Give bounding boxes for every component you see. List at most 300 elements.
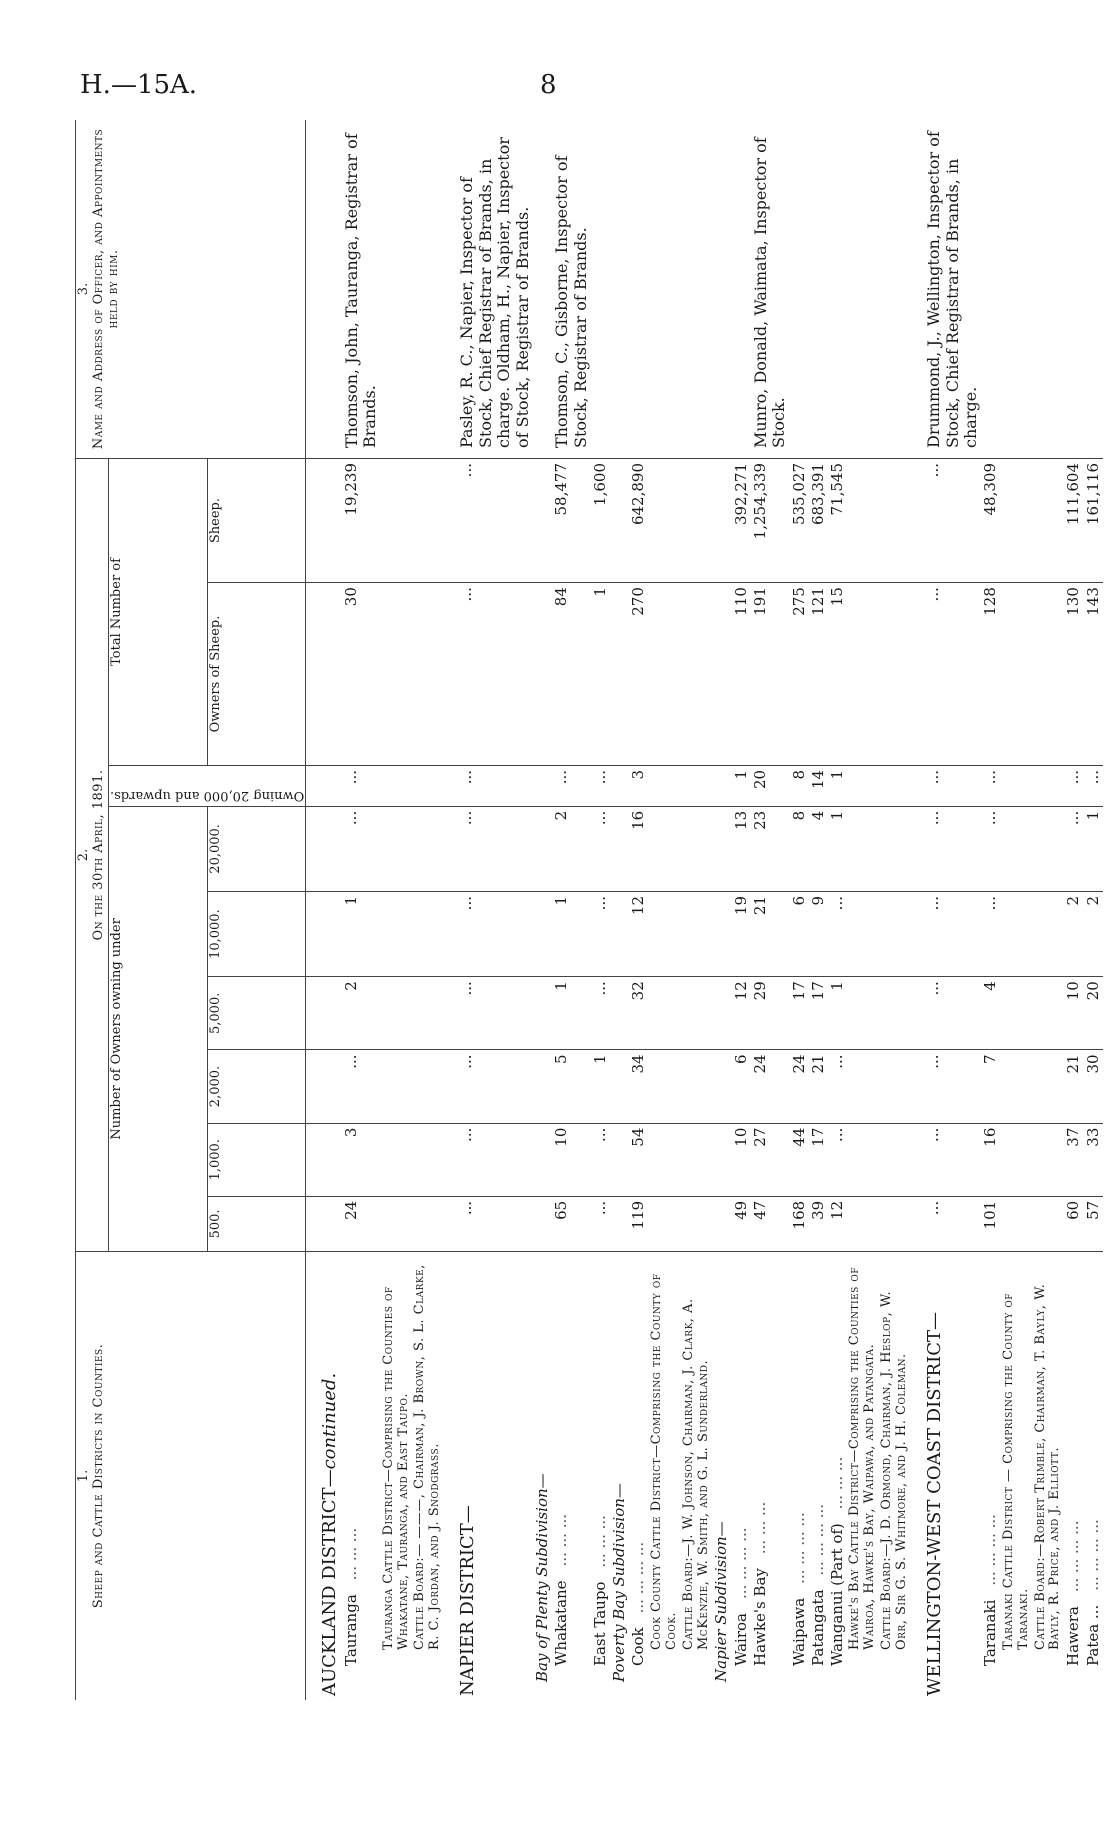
- sheep-cell: 161,116: [1084, 459, 1103, 583]
- c5000-cell: ...: [911, 977, 981, 1050]
- c1000-cell: [681, 1123, 713, 1196]
- owners-cell: 84: [552, 583, 591, 766]
- bracket-header: 500.: [207, 1196, 306, 1251]
- sheep-cell: 642,890: [629, 459, 648, 583]
- officer-cell: Munro, Donald, Waimata, Inspector of Stock.: [751, 120, 790, 459]
- owners-cell: 110: [732, 583, 751, 766]
- sheep-cell: [306, 459, 342, 583]
- row-label-cell: [1064, 1252, 1083, 1701]
- over-cell: 8: [790, 765, 809, 806]
- sheep-cell: [712, 459, 731, 583]
- table-row: [533, 120, 552, 1700]
- table-row: [712, 120, 731, 1700]
- c10000-cell: [381, 892, 413, 977]
- c500-cell: 49: [732, 1196, 751, 1251]
- c5000-cell: [712, 977, 731, 1050]
- owners-cell: [381, 583, 413, 766]
- over-cell: [879, 765, 911, 806]
- c20000-cell: 4: [809, 806, 828, 891]
- sub-label: Poverty Bay Subdivision—: [610, 1483, 629, 1682]
- c5000-cell: [1033, 977, 1065, 1050]
- leader-dots: ... ... ... ...: [789, 1512, 808, 1584]
- c500-cell: [1001, 1196, 1033, 1251]
- c500-cell: [712, 1196, 731, 1251]
- officer-cell: Thomson, C., Gisborne, Inspector of Stock, Registrar of Brands.: [552, 120, 591, 459]
- c500-cell: [1033, 1196, 1065, 1251]
- c5000-cell: ...: [444, 977, 533, 1050]
- c10000-cell: ...: [591, 892, 610, 977]
- c20000-cell: [681, 806, 713, 891]
- c20000-cell: [712, 806, 731, 891]
- officer-cell: [1084, 120, 1103, 459]
- c500-cell: ...: [911, 1196, 981, 1251]
- over-cell: ...: [911, 765, 981, 806]
- over-cell: [381, 765, 413, 806]
- c2000-cell: 5: [552, 1050, 591, 1123]
- over-cell: [1033, 765, 1065, 806]
- over-cell: ...: [981, 765, 1000, 806]
- c20000-cell: 8: [790, 806, 809, 891]
- c500-cell: 101: [981, 1196, 1000, 1251]
- owners-cell: [681, 583, 713, 766]
- sheep-cell: 392,271: [732, 459, 751, 583]
- owners-under-header: Number of Owners owning under: [108, 806, 207, 1251]
- c1000-cell: 3: [342, 1123, 381, 1196]
- c2000-cell: [1033, 1050, 1065, 1123]
- table-row: [732, 120, 751, 1700]
- county-label: Hawke's Bay: [750, 1568, 769, 1666]
- c1000-cell: 16: [981, 1123, 1000, 1196]
- c1000-cell: 54: [629, 1123, 648, 1196]
- c5000-cell: 10: [1064, 977, 1083, 1050]
- c2000-cell: 24: [751, 1050, 790, 1123]
- c5000-cell: [879, 977, 911, 1050]
- c500-cell: 65: [552, 1196, 591, 1251]
- table-row: [809, 120, 828, 1700]
- bracket-header: 5,000.: [207, 977, 306, 1050]
- row-label-cell: [1001, 1252, 1033, 1701]
- officer-cell: Drummond, J., Wellington, Inspector of Stock, Chief Registrar of Brands, in charge.: [911, 120, 981, 459]
- c5000-cell: [610, 977, 629, 1050]
- c5000-cell: [847, 977, 879, 1050]
- over-cell: [847, 765, 879, 806]
- c10000-cell: [1033, 892, 1065, 977]
- col3-number: 3.: [76, 282, 91, 296]
- sheep-cell: 58,477: [552, 459, 591, 583]
- owners-cell: 143: [1084, 583, 1103, 766]
- c2000-cell: 24: [790, 1050, 809, 1123]
- c10000-cell: 1: [342, 892, 381, 977]
- c1000-cell: 17: [809, 1123, 828, 1196]
- over-cell: 14: [809, 765, 828, 806]
- table-row: [790, 120, 809, 1700]
- row-label-cell: [1084, 1252, 1103, 1701]
- c20000-cell: 2: [552, 806, 591, 891]
- c5000-cell: 2: [342, 977, 381, 1050]
- over-header: [108, 765, 305, 806]
- col2-header: [76, 459, 109, 1252]
- officer-cell: [649, 120, 681, 459]
- sheep-cell: [879, 459, 911, 583]
- c500-cell: 12: [828, 1196, 847, 1251]
- county-label: Cook: [629, 1627, 648, 1666]
- c10000-cell: 2: [1084, 892, 1103, 977]
- c1000-cell: [847, 1123, 879, 1196]
- county-label: Tauranga: [341, 1594, 360, 1666]
- over-cell: [649, 765, 681, 806]
- officer-cell: [732, 120, 751, 459]
- c10000-cell: 1: [552, 892, 591, 977]
- county-label: Taranaki: [981, 1599, 1000, 1666]
- row-label-cell: [649, 1252, 681, 1701]
- row-label-cell: [712, 1252, 731, 1701]
- table-row: [828, 120, 847, 1700]
- table-row: [552, 120, 591, 1700]
- owners-cell: ...: [911, 583, 981, 766]
- sheep-header: Sheep.: [207, 459, 306, 583]
- c10000-cell: [412, 892, 444, 977]
- officer-cell: [412, 120, 444, 459]
- c5000-cell: 32: [629, 977, 648, 1050]
- c20000-cell: [879, 806, 911, 891]
- table-row: [847, 120, 879, 1700]
- county-label: Wanganui (Part of): [828, 1523, 847, 1666]
- c5000-cell: [533, 977, 552, 1050]
- row-label-cell: [412, 1252, 444, 1701]
- c1000-cell: [412, 1123, 444, 1196]
- table-row: [342, 120, 381, 1700]
- board-label: Cattle Board:—J. W. Johnson, Chairman, J. Clark, A. McKenzie, W. Smith, and G. L. Sunderland.: [680, 1298, 711, 1650]
- c2000-cell: 21: [1064, 1050, 1083, 1123]
- c2000-cell: 7: [981, 1050, 1000, 1123]
- row-label-cell: [444, 1252, 533, 1701]
- c2000-cell: 34: [629, 1050, 648, 1123]
- c2000-cell: 21: [809, 1050, 828, 1123]
- c20000-cell: [1033, 806, 1065, 891]
- sheep-cell: [681, 459, 713, 583]
- c10000-cell: 2: [1064, 892, 1083, 977]
- table-row: [879, 120, 911, 1700]
- officer-cell: [790, 120, 809, 459]
- owners-cell: [533, 583, 552, 766]
- table-row: [591, 120, 610, 1700]
- row-label-cell: [381, 1252, 413, 1701]
- leader-dots: ... ... ...: [552, 1513, 571, 1567]
- row-label-cell: [828, 1252, 847, 1701]
- row-label-cell: [879, 1252, 911, 1701]
- c20000-cell: [1001, 806, 1033, 891]
- c10000-cell: [1001, 892, 1033, 977]
- table-row: [649, 120, 681, 1700]
- sheep-cell: [1033, 459, 1065, 583]
- c5000-cell: 17: [790, 977, 809, 1050]
- owners-cell: 275: [790, 583, 809, 766]
- county-label: Patea ...: [1083, 1604, 1102, 1666]
- c5000-cell: 12: [732, 977, 751, 1050]
- c500-cell: 47: [751, 1196, 790, 1251]
- leader-dots: ... ... ... ...: [808, 1503, 827, 1576]
- c20000-cell: ...: [911, 806, 981, 891]
- c1000-cell: [533, 1123, 552, 1196]
- c2000-cell: [533, 1050, 552, 1123]
- c500-cell: [306, 1196, 342, 1251]
- c5000-cell: [412, 977, 444, 1050]
- c1000-cell: [879, 1123, 911, 1196]
- row-label-cell: [790, 1252, 809, 1701]
- board-label: Cook County Cattle District—Comprising the County of Cook.: [648, 1273, 679, 1650]
- c1000-cell: ...: [444, 1123, 533, 1196]
- owners-cell: [1033, 583, 1065, 766]
- over-cell: [610, 765, 629, 806]
- officer-cell: [1064, 120, 1083, 459]
- table-row: [981, 120, 1000, 1700]
- over-cell: [712, 765, 731, 806]
- over-cell: 20: [751, 765, 790, 806]
- county-label: Wairoa: [731, 1613, 750, 1666]
- officer-cell: [1001, 120, 1033, 459]
- row-label-cell: [610, 1252, 629, 1701]
- c5000-cell: 20: [1084, 977, 1103, 1050]
- table-row: [1064, 120, 1083, 1700]
- col1-title: Sheep and Cattle Districts in Counties.: [90, 1343, 106, 1609]
- row-label-cell: [533, 1252, 552, 1701]
- officer-cell: [629, 120, 648, 459]
- owners-cell: [306, 583, 342, 766]
- c500-cell: 39: [809, 1196, 828, 1251]
- stock-table: [75, 120, 1103, 1700]
- c500-cell: [649, 1196, 681, 1251]
- row-label-cell: [1033, 1252, 1065, 1701]
- bracket-header: 20,000.: [207, 806, 306, 891]
- over-cell: [533, 765, 552, 806]
- c500-cell: [381, 1196, 413, 1251]
- leader-dots: ... ... ...: [590, 1515, 609, 1568]
- row-label-cell: [552, 1252, 591, 1701]
- c20000-cell: [847, 806, 879, 891]
- officer-cell: [1033, 120, 1065, 459]
- table-row: [444, 120, 533, 1700]
- col2-title: On the 30th April, 1891.: [90, 769, 106, 941]
- c20000-cell: ...: [591, 806, 610, 891]
- c20000-cell: [533, 806, 552, 891]
- over-cell: ...: [552, 765, 591, 806]
- table-body: [306, 120, 1103, 1700]
- county-label: Patangata: [808, 1589, 827, 1666]
- c2000-cell: 6: [732, 1050, 751, 1123]
- c10000-cell: [649, 892, 681, 977]
- officer-cell: [981, 120, 1000, 459]
- col3-title: Name and Address of Officer, and Appointments held by him.: [90, 128, 121, 450]
- row-label-cell: [591, 1252, 610, 1701]
- leader-dots: ... ... ... ...: [1083, 1519, 1102, 1591]
- owners-cell: [847, 583, 879, 766]
- c20000-cell: [610, 806, 629, 891]
- c2000-cell: [879, 1050, 911, 1123]
- officer-cell: [681, 120, 713, 459]
- bracket-header: 2,000.: [207, 1050, 306, 1123]
- sheep-cell: 48,309: [981, 459, 1000, 583]
- officer-cell: [591, 120, 610, 459]
- over-cell: ...: [591, 765, 610, 806]
- district-label: AUCKLAND DISTRICT—: [319, 1469, 341, 1696]
- c500-cell: [847, 1196, 879, 1251]
- officer-cell: [533, 120, 552, 459]
- county-label: Whakatane: [552, 1580, 571, 1666]
- c20000-cell: [381, 806, 413, 891]
- c5000-cell: 1: [828, 977, 847, 1050]
- sheep-cell: [847, 459, 879, 583]
- table-row: [1001, 120, 1033, 1700]
- c10000-cell: 6: [790, 892, 809, 977]
- owners-cell: 191: [751, 583, 790, 766]
- sheep-cell: ...: [444, 459, 533, 583]
- c1000-cell: 37: [1064, 1123, 1083, 1196]
- officer-cell: [879, 120, 911, 459]
- officer-cell: [809, 120, 828, 459]
- sheep-cell: [649, 459, 681, 583]
- c500-cell: [879, 1196, 911, 1251]
- officer-cell: [381, 120, 413, 459]
- c1000-cell: 10: [552, 1123, 591, 1196]
- sheep-cell: 1,600: [591, 459, 610, 583]
- c10000-cell: ...: [828, 892, 847, 977]
- c20000-cell: 1: [828, 806, 847, 891]
- owners-cell: ...: [444, 583, 533, 766]
- c10000-cell: [879, 892, 911, 977]
- c500-cell: ...: [444, 1196, 533, 1251]
- c2000-cell: 1: [591, 1050, 610, 1123]
- c1000-cell: [306, 1123, 342, 1196]
- c500-cell: 57: [1084, 1196, 1103, 1251]
- table-row: [681, 120, 713, 1700]
- c2000-cell: ...: [828, 1050, 847, 1123]
- c20000-cell: 16: [629, 806, 648, 891]
- c500-cell: [610, 1196, 629, 1251]
- owners-cell: [712, 583, 731, 766]
- c5000-cell: [681, 977, 713, 1050]
- row-label-cell: [751, 1252, 790, 1701]
- over-cell: [412, 765, 444, 806]
- officer-cell: [306, 120, 342, 459]
- c1000-cell: [381, 1123, 413, 1196]
- col3-header: [76, 120, 306, 459]
- c500-cell: 24: [342, 1196, 381, 1251]
- c2000-cell: ...: [342, 1050, 381, 1123]
- officer-cell: Thomson, John, Tauranga, Registrar of Brands.: [342, 120, 381, 459]
- owners-cell: 130: [1064, 583, 1083, 766]
- c2000-cell: [847, 1050, 879, 1123]
- c2000-cell: [681, 1050, 713, 1123]
- sub-label: Napier Subdivision—: [712, 1521, 731, 1682]
- leader-dots: ... ... ...: [750, 1501, 769, 1555]
- sheep-cell: [412, 459, 444, 583]
- c500-cell: 168: [790, 1196, 809, 1251]
- c10000-cell: 9: [809, 892, 828, 977]
- c2000-cell: [1001, 1050, 1033, 1123]
- c2000-cell: [306, 1050, 342, 1123]
- district-label: NAPIER DISTRICT—: [457, 1505, 479, 1696]
- table-row: [1033, 120, 1065, 1700]
- c1000-cell: [1033, 1123, 1065, 1196]
- over-cell: 1: [732, 765, 751, 806]
- c10000-cell: ...: [981, 892, 1000, 977]
- owners-cell: 30: [342, 583, 381, 766]
- c20000-cell: 13: [732, 806, 751, 891]
- owners-cell: 15: [828, 583, 847, 766]
- sub-label: Bay of Plenty Subdivision—: [532, 1473, 551, 1682]
- sheep-cell: 683,391: [809, 459, 828, 583]
- officer-cell: [847, 120, 879, 459]
- c500-cell: 119: [629, 1196, 648, 1251]
- county-label: Hawera: [1064, 1606, 1083, 1666]
- c1000-cell: [610, 1123, 629, 1196]
- over-cell: ...: [342, 765, 381, 806]
- leader-dots: ... ... ... ...: [1064, 1520, 1083, 1593]
- c20000-cell: 23: [751, 806, 790, 891]
- sheep-cell: 1,254,339: [751, 459, 790, 583]
- leader-dots: ... ... ... ...: [629, 1541, 648, 1614]
- officer-cell: [712, 120, 731, 459]
- owners-cell: [649, 583, 681, 766]
- table-row: [629, 120, 648, 1700]
- owners-cell: 121: [809, 583, 828, 766]
- c5000-cell: [306, 977, 342, 1050]
- c2000-cell: [381, 1050, 413, 1123]
- c10000-cell: [306, 892, 342, 977]
- c1000-cell: 27: [751, 1123, 790, 1196]
- c1000-cell: [649, 1123, 681, 1196]
- col2-number: 2.: [76, 848, 91, 862]
- leader-dots: ... ... ...: [828, 1456, 847, 1510]
- c2000-cell: 30: [1084, 1050, 1103, 1123]
- owners-cell: [610, 583, 629, 766]
- owners-cell: [1001, 583, 1033, 766]
- over-cell: [1001, 765, 1033, 806]
- page-number: 8: [540, 70, 557, 100]
- owners-cell: 128: [981, 583, 1000, 766]
- owners-cell: 270: [629, 583, 648, 766]
- county-label: East Taupo: [590, 1581, 609, 1666]
- table-row: [610, 120, 629, 1700]
- board-label: Taranaki Cattle District — Comprising the County of Taranaki.: [1000, 1292, 1031, 1650]
- table-row: [306, 120, 342, 1700]
- over-cell: [681, 765, 713, 806]
- over-cell: ...: [1084, 765, 1103, 806]
- c20000-cell: [412, 806, 444, 891]
- c5000-cell: [649, 977, 681, 1050]
- c2000-cell: [610, 1050, 629, 1123]
- row-label-cell: [809, 1252, 828, 1701]
- c5000-cell: 17: [809, 977, 828, 1050]
- row-label-cell: [981, 1252, 1000, 1701]
- over-label: Owning 20,000 and upwards.: [109, 787, 305, 803]
- leader-dots: ... ... ...: [341, 1527, 360, 1581]
- row-label-cell: [847, 1252, 879, 1701]
- over-cell: [306, 765, 342, 806]
- over-cell: 3: [629, 765, 648, 806]
- document-reference: H.—15A.: [80, 70, 198, 100]
- c10000-cell: [681, 892, 713, 977]
- sheep-cell: 535,027: [790, 459, 809, 583]
- row-label-cell: [629, 1252, 648, 1701]
- sheep-cell: 71,545: [828, 459, 847, 583]
- c10000-cell: 19: [732, 892, 751, 977]
- sheep-cell: 111,604: [1064, 459, 1083, 583]
- bracket-header: 10,000.: [207, 892, 306, 977]
- c10000-cell: [533, 892, 552, 977]
- sheep-cell: [1001, 459, 1033, 583]
- officer-cell: [828, 120, 847, 459]
